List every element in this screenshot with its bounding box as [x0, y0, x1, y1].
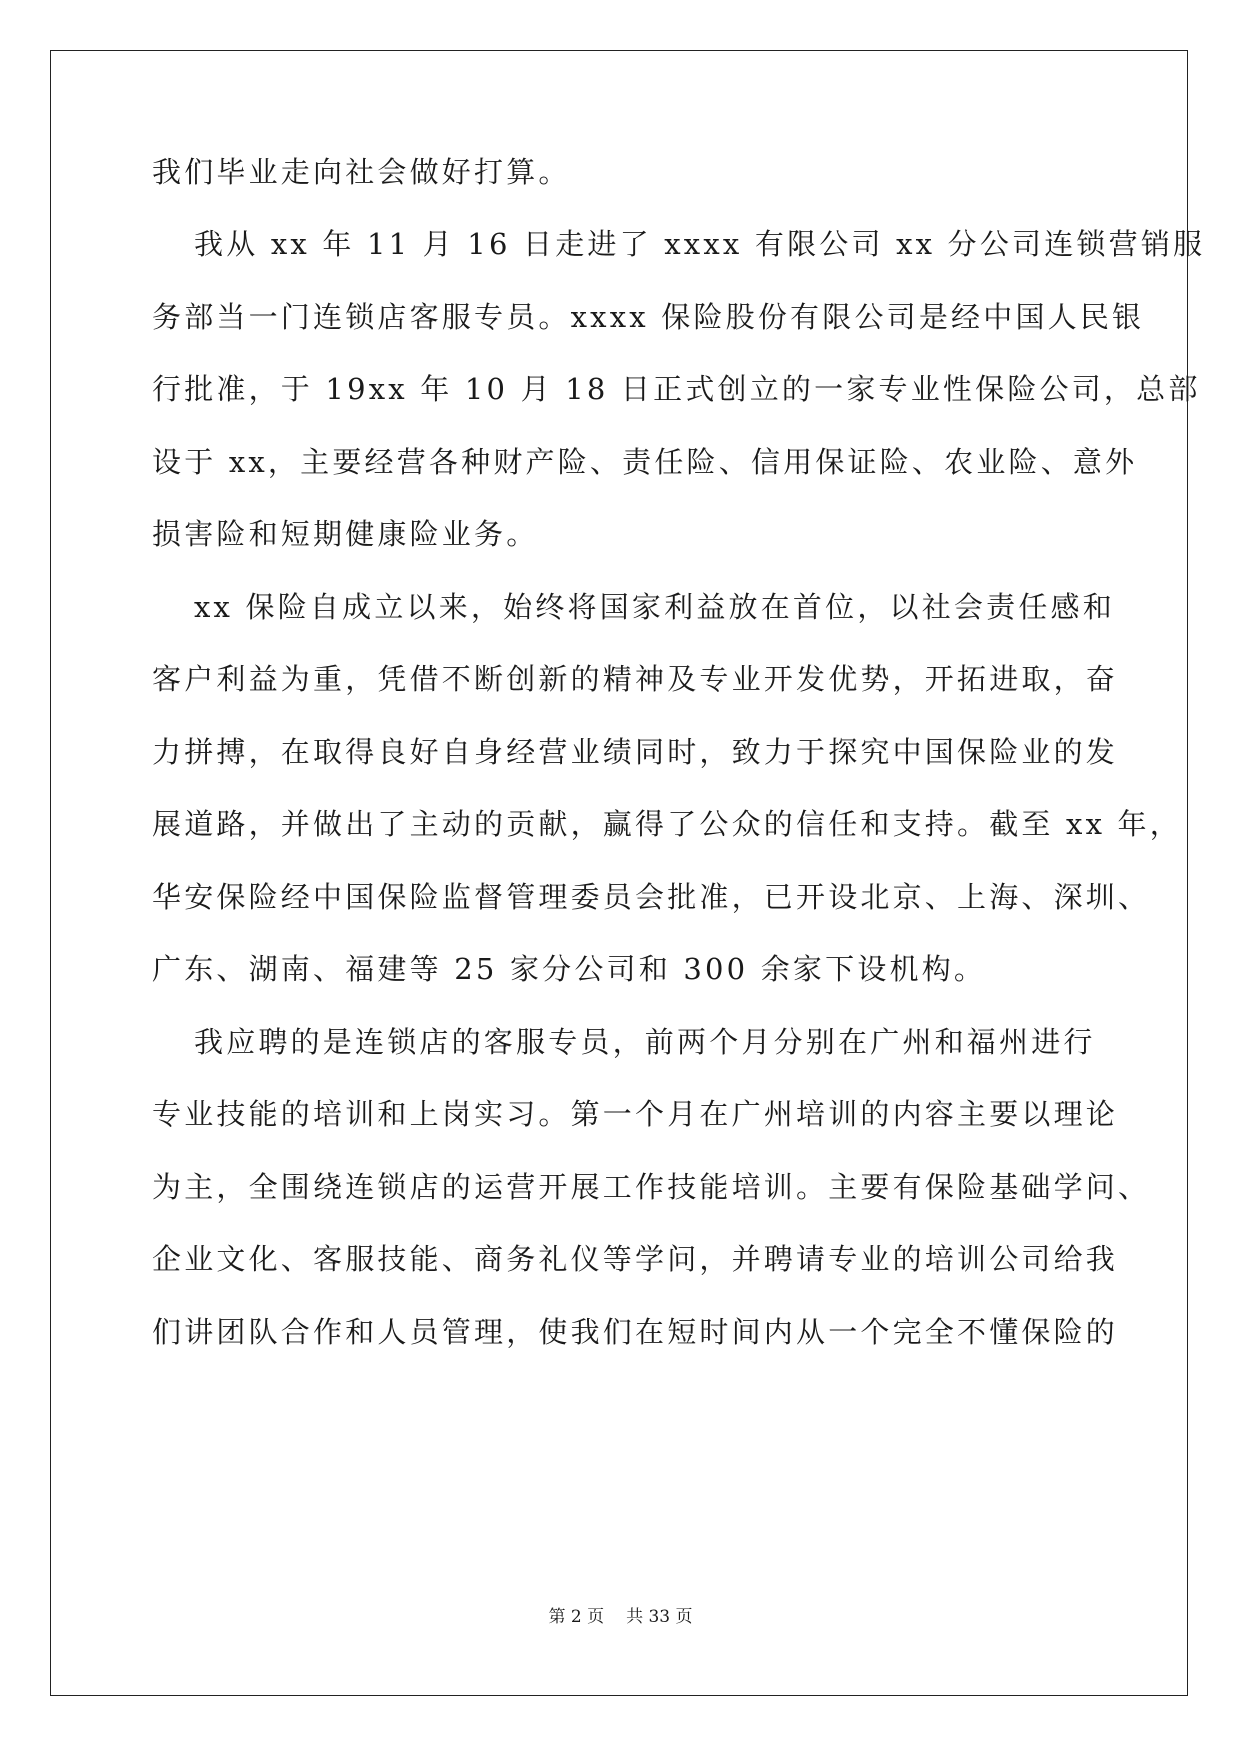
body-line: 展道路，并做出了主动的贡献，赢得了公众的信任和支持。截至 xx 年， — [152, 807, 1182, 841]
body-line: 客户利益为重，凭借不断创新的精神及专业开发优势，开拓进取，奋 — [152, 662, 1119, 696]
body-line: 专业技能的培训和上岗实习。第一个月在广州培训的内容主要以理论 — [152, 1097, 1119, 1131]
body-line: 设于 xx，主要经营各种财产险、责任险、信用保证险、农业险、意外 — [152, 445, 1138, 479]
body-line: 行批准，于 19xx 年 10 月 18 日正式创立的一家专业性保险公司，总部 — [152, 372, 1201, 406]
body-line: 广东、湖南、福建等 25 家分公司和 300 余家下设机构。 — [152, 952, 987, 986]
body-line: 力拼搏，在取得良好自身经营业绩同时，致力于探究中国保险业的发 — [152, 735, 1119, 769]
paragraph-first-line: 我从 xx 年 11 月 16 日走进了 xxxx 有限公司 xx 分公司连锁营销服 — [194, 227, 1206, 261]
body-line: 我们毕业走向社会做好打算。 — [152, 155, 571, 189]
body-line: 损害险和短期健康险业务。 — [152, 517, 539, 551]
page-border — [50, 50, 1206, 1696]
page-total: 共 33 页 — [626, 1607, 693, 1627]
body-line: 务部当一门连锁店客服专员。xxxx 保险股份有限公司是经中国人民银 — [152, 300, 1145, 334]
body-line: 华安保险经中国保险监督管理委员会批准，已开设北京、上海、深圳、 — [152, 880, 1151, 914]
body-line: 企业文化、客服技能、商务礼仪等学问，并聘请专业的培训公司给我 — [152, 1242, 1119, 1276]
body-line: 为主，全围绕连锁店的运营开展工作技能培训。主要有保险基础学问、 — [152, 1170, 1151, 1204]
paragraph-first-line: xx 保险自成立以来，始终将国家利益放在首位，以社会责任感和 — [194, 590, 1115, 624]
paragraph-first-line: 我应聘的是连锁店的客服专员，前两个月分别在广州和福州进行 — [194, 1025, 1096, 1059]
page-number: 第 2 页 — [548, 1607, 605, 1627]
body-line: 们讲团队合作和人员管理，使我们在短时间内从一个完全不懂保险的 — [152, 1315, 1119, 1349]
page-footer — [0, 1606, 1241, 1628]
